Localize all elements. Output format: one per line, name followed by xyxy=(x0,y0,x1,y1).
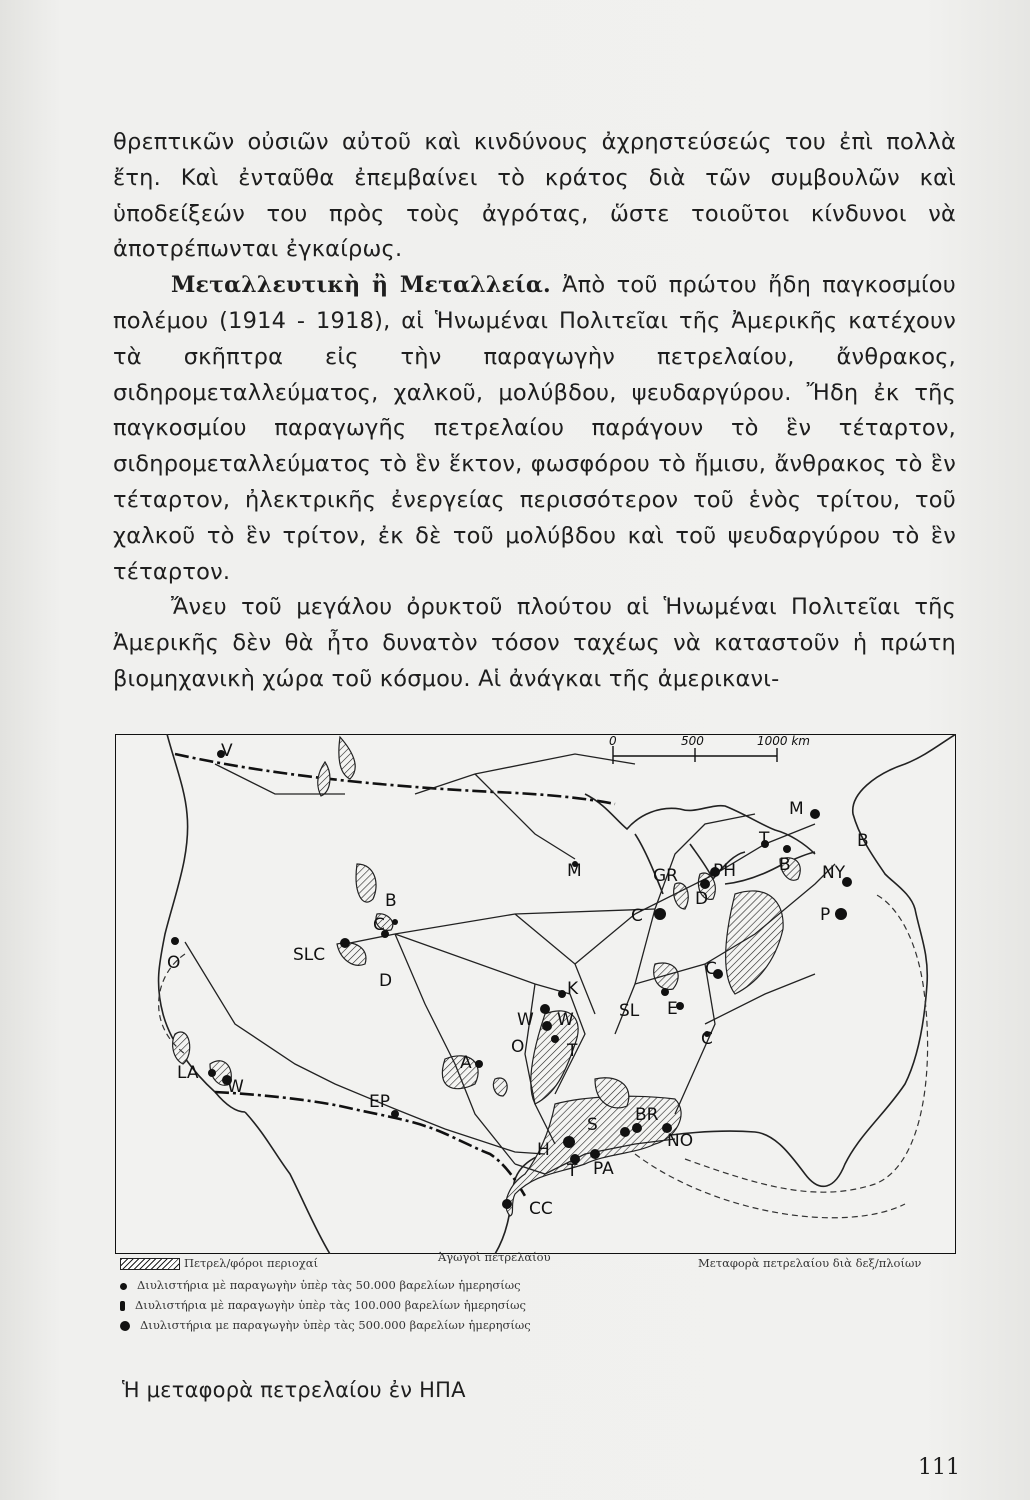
scale-end: 1000 km xyxy=(757,734,810,748)
legend-tanker: Μεταφορὰ πετρελαίου διὰ δεξ/πλοίων xyxy=(698,1256,922,1270)
small-dot-icon xyxy=(120,1283,127,1290)
label-v: V xyxy=(221,741,233,761)
legend-refinery-small: Διυλιστήρια μὲ παραγωγὴν ὑπὲρ τὰς 50.000 βαρελίων ἡμερησίως xyxy=(120,1278,521,1292)
scale-zero: 0 xyxy=(609,734,617,748)
scale-mid: 500 xyxy=(681,734,704,748)
label-b2: B xyxy=(779,855,791,875)
legend-oil-areas: Πετρελ/φόροι περιοχαί xyxy=(120,1256,318,1270)
oil-transport-map xyxy=(115,734,956,1254)
label-p: P xyxy=(820,905,831,925)
label-b-mt: B xyxy=(385,891,397,911)
label-gr: GR xyxy=(653,866,678,886)
label-t-tx: T xyxy=(567,1161,578,1181)
label-m-nd: M xyxy=(567,861,582,881)
label-pa: PA xyxy=(593,1159,614,1179)
legend-refinery-medium: Διυλιστήρια μὲ παραγωγὴν ὑπὲρ τὰς 100.000 βαρελίων ἡμερησίως xyxy=(120,1298,526,1312)
label-cc: CC xyxy=(529,1199,553,1219)
label-a: A xyxy=(460,1053,472,1073)
paragraph-2 xyxy=(113,268,956,590)
label-ph: PH xyxy=(713,861,737,881)
hatch-swatch xyxy=(120,1258,180,1270)
label-s: S xyxy=(587,1115,598,1135)
label-c-oh: C xyxy=(705,959,717,979)
paragraph-3: Ἄνευ τοῦ μεγάλου ὀρυκτοῦ πλούτου αἱ Ἡνωμέναι Πολιτεῖαι τῆς Ἀμερικῆς δὲν θὰ ἦτο δυνατὸν τόσον ταχέως νὰ καταστοῦν ἡ πρώτη βιομηχανικὴ χώρα τοῦ κόσμου. Αἱ ἀνάγκαι τῆς ἀμερικανι- xyxy=(113,594,956,692)
paragraph-2-body: Ἀπὸ τοῦ πρώτου ἤδη παγκοσμίου πολέμου (1914 - 1918), αἱ Ἡνωμέναι Πολιτεῖαι τῆς Ἀμερικῆς κατέχουν τὰ σκῆπτρα εἰς τὴν παραγωγὴν πετρελαίου, ἄνθρακος, σιδηρομεταλλεύματος, χαλκοῦ, μολύβδου, ψευδαργύρου. Ἤδη ἐκ τῆς παγκοσμίου παραγωγῆς πετρελαίου παράγουν τὸ ἓν τέταρτον, σιδηρομεταλλεύματος τὸ ἓν ἕκτον, φωσφόρου τὸ ἥμισυ, ἄνθρακος τὸ ἓν τέταρτον, ἠλεκτρικῆς ἐνεργείας περισσότερον τοῦ ἑνὸς τρίτου, τοῦ χαλκοῦ τὸ ἓν τρίτον, ἐκ δὲ τοῦ μολύβδου καὶ τοῦ ψευδαργύρου τὸ ἓν τέταρτον. xyxy=(113,272,956,585)
label-d-co: D xyxy=(379,971,393,991)
label-t-ok: T xyxy=(567,1041,578,1061)
label-o: O xyxy=(167,953,181,973)
label-k: K xyxy=(567,979,579,999)
paragraph-1: θρεπτικῶν οὐσιῶν αὐτοῦ καὶ κινδύνους ἀχρηστεύσεώς του ἐπὶ πολλὰ ἔτη. Καὶ ἐνταῦθα ἐπεμβαίνει τὸ κράτος διὰ τῶν συμβουλῶν καὶ ὑποδείξεών του πρὸς τοὺς ἀγρότας, ὥστε τοιοῦτοι κίνδυνοι νὰ ἀποτρέπωνται ἐγκαίρως. xyxy=(113,129,956,263)
label-no: NO xyxy=(667,1131,694,1151)
label-e: E xyxy=(667,999,678,1019)
large-dot-icon xyxy=(120,1321,130,1331)
label-w1: W xyxy=(517,1010,534,1030)
legend-pipelines: Ἀγωγοὶ πετρελαίου xyxy=(438,1250,551,1264)
figure-caption: Ἡ μεταφορὰ πετρελαίου ἐν ΗΠΑ xyxy=(122,1378,466,1402)
label-o-ok: O xyxy=(511,1037,525,1057)
label-sl: SL xyxy=(619,1001,640,1021)
label-w2: W xyxy=(557,1010,574,1030)
section-heading: Μεταλλευτικὴ ἢ Μεταλλεία. xyxy=(171,272,551,299)
label-d-det: D xyxy=(695,889,709,909)
map-svg xyxy=(115,734,956,1254)
label-c-wy: C xyxy=(373,915,385,935)
label-m-ne: M xyxy=(789,799,804,819)
label-slc: SLC xyxy=(293,945,326,965)
label-ny: NY xyxy=(822,863,846,883)
legend-refinery-large: Διυλιστήρια με παραγωγὴν ὑπὲρ τὰς 500.000 βαρελίων ἡμερησίως xyxy=(120,1318,531,1332)
label-la: LA xyxy=(177,1063,199,1083)
label-t-ne: T xyxy=(759,829,770,849)
label-h: H xyxy=(537,1140,550,1160)
label-c-chi: C xyxy=(631,906,643,926)
label-br: BR xyxy=(635,1105,659,1125)
label-ep: EP xyxy=(369,1092,390,1112)
body-text xyxy=(113,125,956,698)
label-c-ky: C xyxy=(701,1029,713,1049)
medium-dot-icon xyxy=(120,1301,125,1311)
label-b-ne: B xyxy=(857,831,869,851)
page-number: 111 xyxy=(918,1455,960,1480)
label-w-ca: W xyxy=(227,1077,244,1097)
